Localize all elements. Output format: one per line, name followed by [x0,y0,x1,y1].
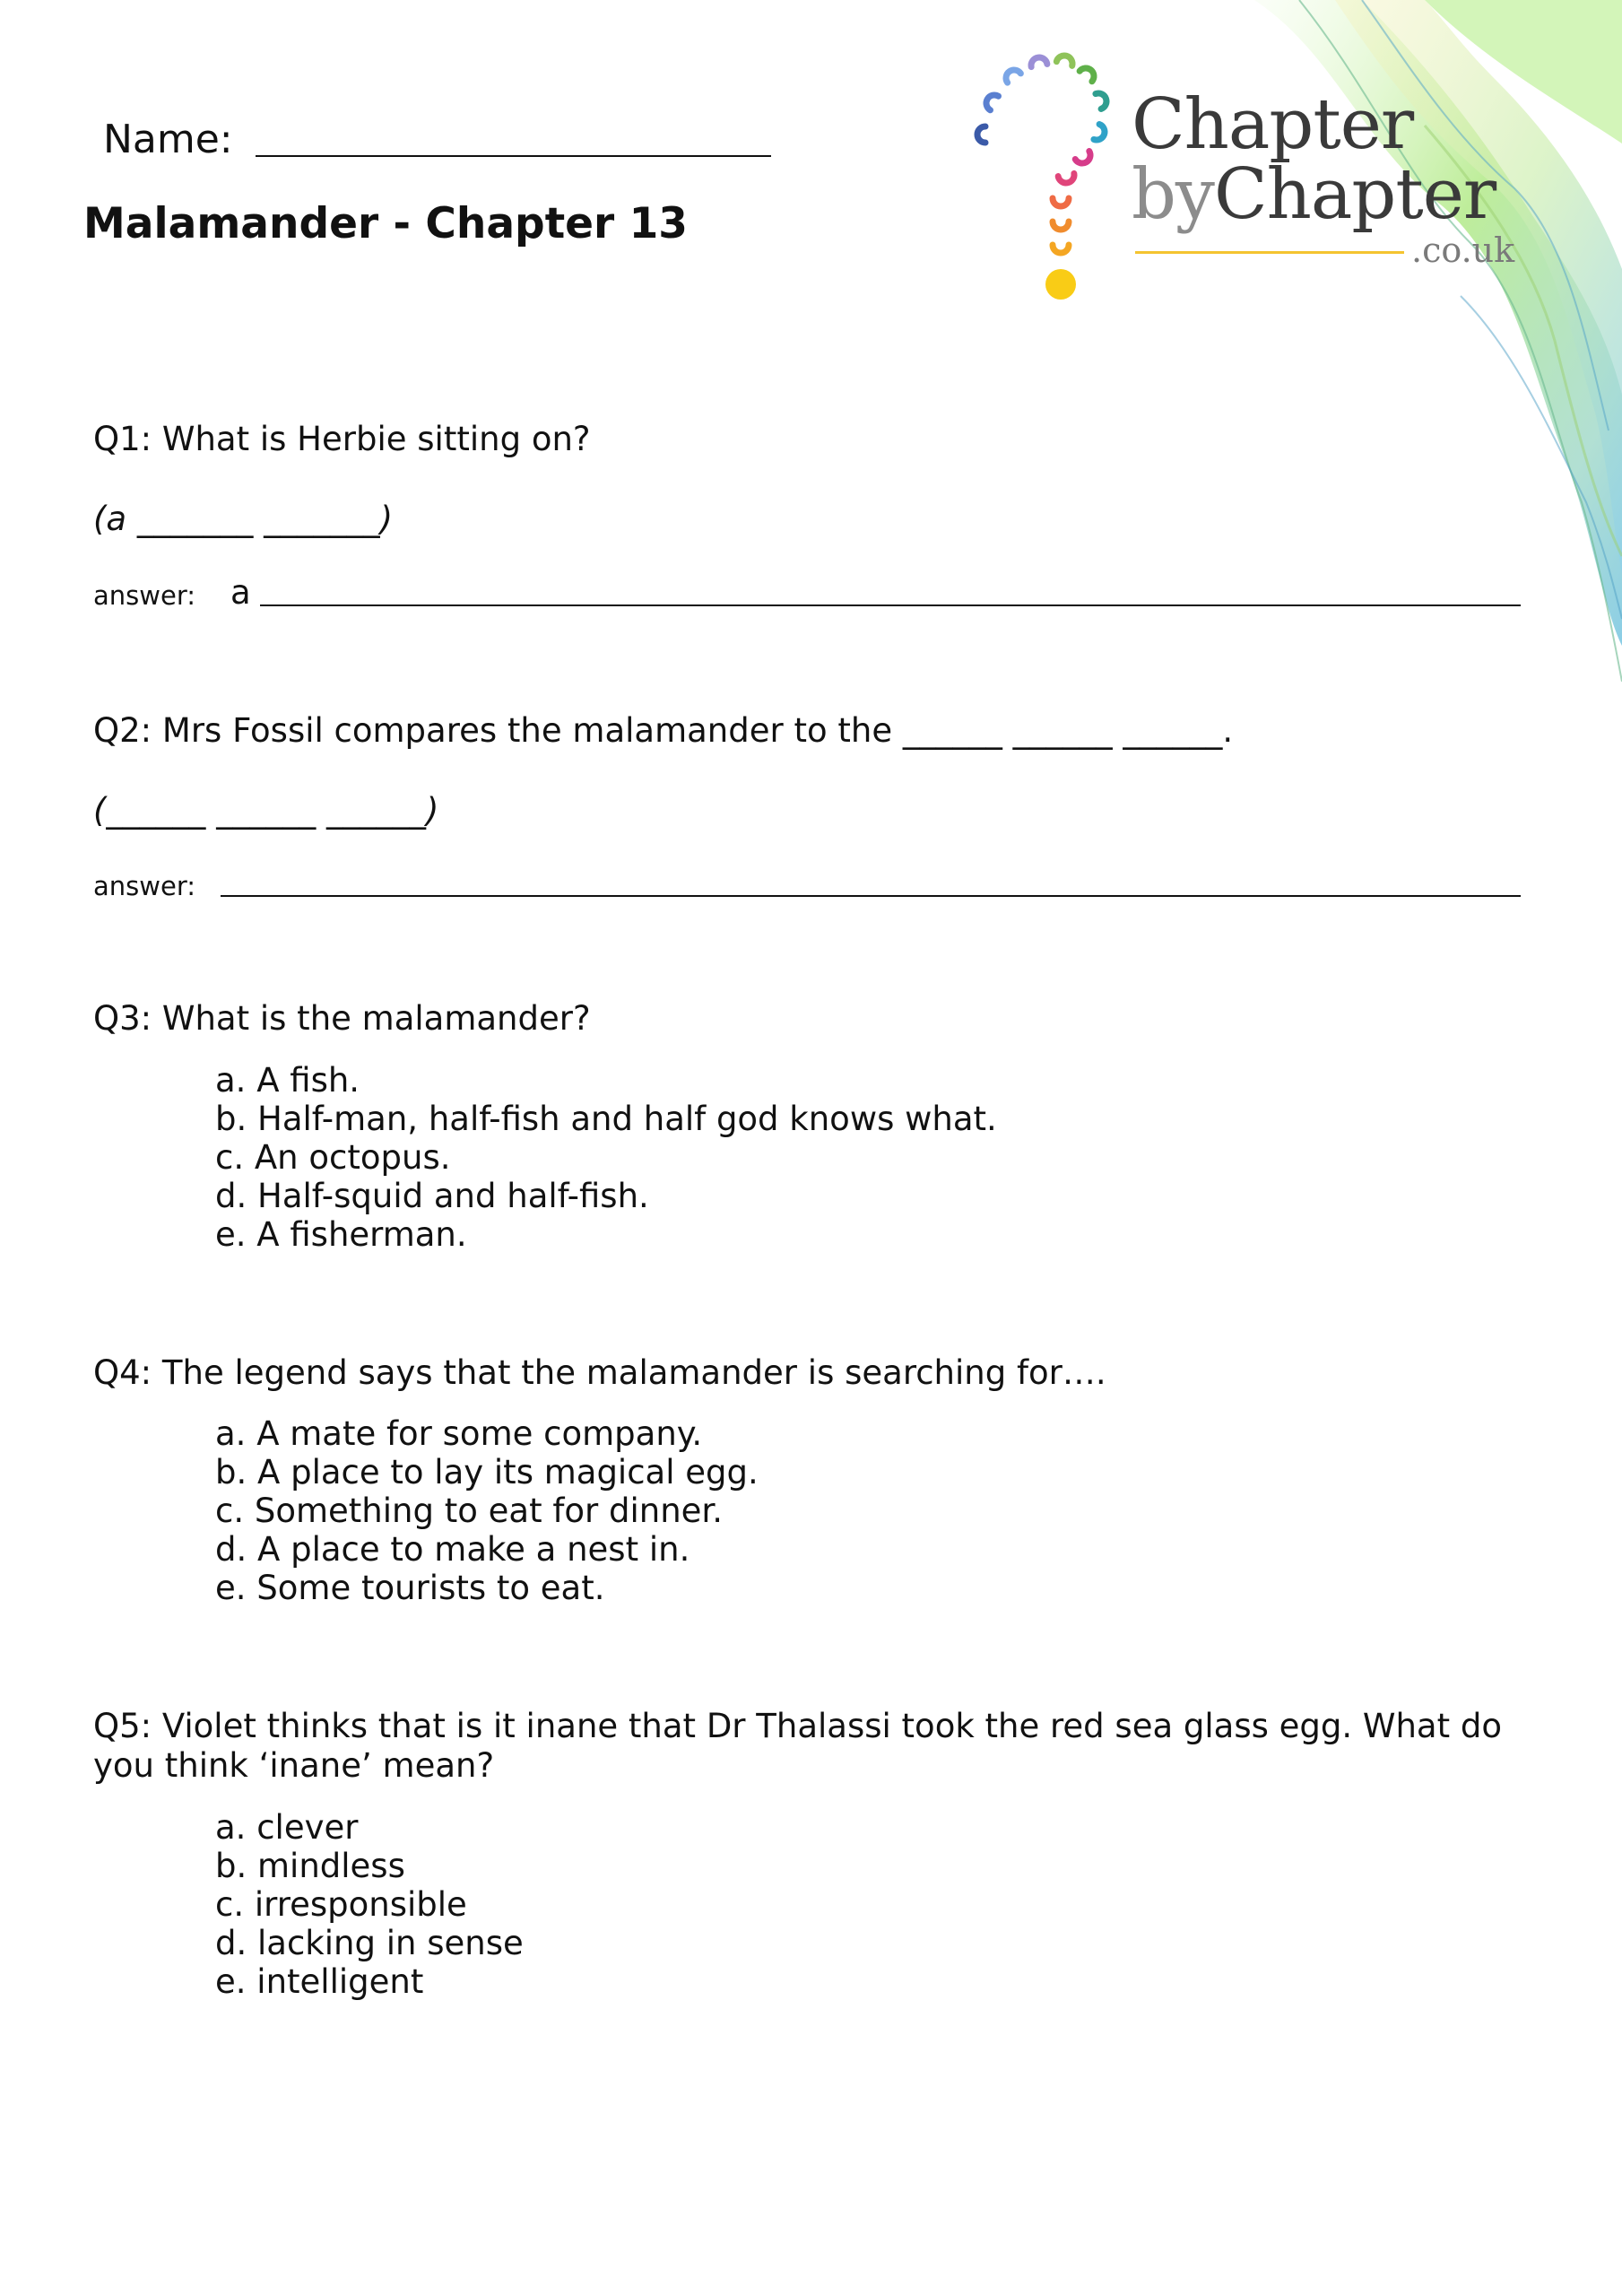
chapter-by-chapter-logo [1132,84,1526,270]
option[interactable]: b. A place to lay its magical egg. [215,1453,759,1492]
option[interactable]: c. irresponsible [215,1885,467,1924]
logo-by: by [1132,154,1214,235]
option[interactable]: c. An octopus. [215,1138,451,1177]
question-3-text: Q3: What is the malamander? [93,999,591,1038]
option[interactable]: a. A fish. [215,1061,360,1100]
question-5-options [215,1808,524,2001]
option[interactable]: d. Half-squid and half-fish. [215,1177,649,1215]
option[interactable]: d. A place to make a nest in. [215,1530,690,1569]
question-2-hint: (______ ______ ______) [93,791,439,830]
worksheet-title: Malamander - Chapter 13 [83,199,688,248]
option[interactable]: a. clever [215,1808,359,1847]
answer-label: answer: [93,580,196,611]
option[interactable]: e. A fisherman. [215,1215,467,1254]
option[interactable]: e. intelligent [215,1962,424,2001]
answer-line[interactable] [260,604,1521,606]
name-label: Name: [103,117,233,162]
name-input-line[interactable] [256,155,771,157]
question-2-answer [93,857,1528,902]
answer-line[interactable] [221,895,1521,897]
logo-line-1: Chapter [1132,84,1414,165]
option[interactable]: c. Something to eat for dinner. [215,1492,723,1530]
logo-line-2 [1132,154,1496,235]
question-1-text: Q1: What is Herbie sitting on? [93,420,591,458]
answer-prefix: a [230,573,251,612]
option[interactable]: b. mindless [215,1847,405,1885]
option[interactable]: b. Half-man, half-fish and half god knows what. [215,1100,997,1138]
question-1-answer [93,567,1528,612]
option[interactable]: a. A mate for some company. [215,1414,703,1453]
question-4-text: Q4: The legend says that the malamander is searching for…. [93,1353,1106,1392]
answer-label: answer: [93,871,196,901]
logo-domain: .co.uk [1411,230,1515,270]
name-field [103,117,771,162]
question-4-options [215,1414,759,1607]
question-5-text: Q5: Violet thinks that is it inane that Dr Thalassi took the red sea glass egg. What do you think ‘inane’ mean? [93,1707,1503,1785]
chapter-by-chapter-logo-icon [959,49,1130,309]
option[interactable]: e. Some tourists to eat. [215,1569,605,1607]
question-1-hint: (a _______ _______) [93,500,394,538]
logo-underline [1135,251,1404,254]
question-3-options [215,1061,997,1254]
logo-chapter: Chapter [1214,154,1496,235]
option[interactable]: d. lacking in sense [215,1924,524,1962]
question-2-text: Q2: Mrs Fossil compares the malamander to the ______ ______ ______. [93,711,1234,750]
